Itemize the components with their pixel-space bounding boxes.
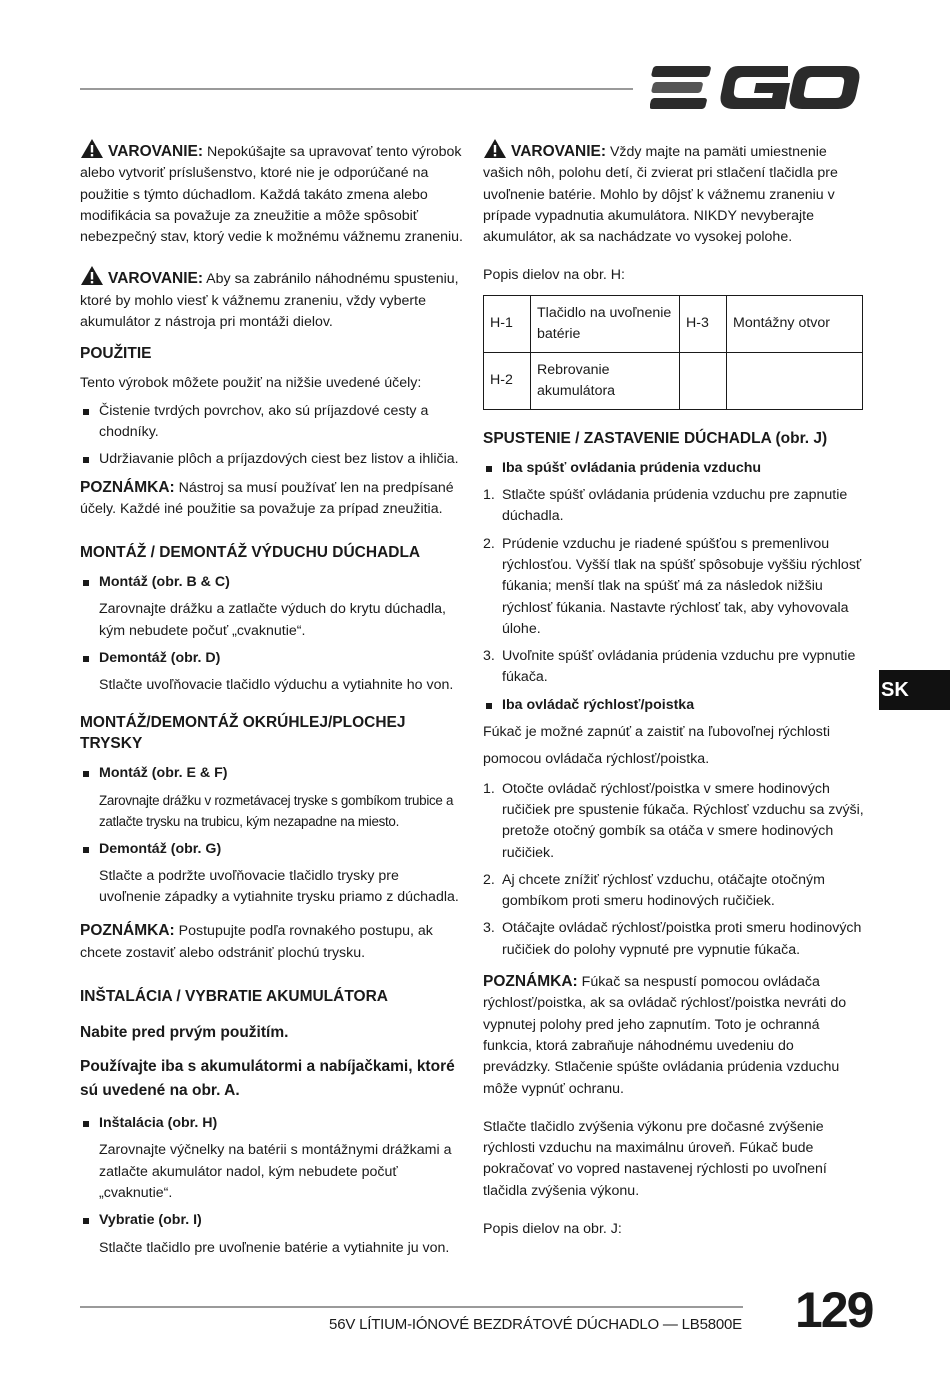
list-item — [483, 870, 864, 913]
step-number: 1. — [483, 780, 495, 797]
list-item — [483, 534, 864, 640]
page-number: 129 — [795, 1282, 873, 1338]
section-heading-start-stop: SPUSTENIE / ZASTAVENIE DÚCHADLA (obr. J) — [483, 429, 828, 447]
step-text: Stlačte spúšť ovládania prúdenia vzduchu pre zapnutie dúchadla. — [502, 487, 848, 525]
list-item: Vybratie (obr. I) — [80, 1210, 463, 1231]
warning-title: VAROVANIE: — [108, 270, 204, 288]
ego-logo — [650, 64, 862, 112]
warning-text: Nepokúšajte sa upravovať tento výrobok alebo vytvoriť príslušenstvo, ktoré nie je odporúčané na použitie s týmto dúchadlom. Každá takáto zmena alebo modifikácia sa považuje za zneužitie a môže spôsobiť nebezpečný stav, ktorý vedie k možnému vážnemu zraneniu. — [80, 144, 463, 246]
step-number: 2. — [483, 535, 495, 552]
header-rule — [80, 88, 633, 90]
knob-intro: Fúkač je možné zapnúť a zaistiť na ľubovoľnej rýchlosti — [483, 724, 830, 741]
list-item — [483, 918, 864, 961]
nozzle-list — [80, 839, 463, 860]
step-number: 2. — [483, 871, 495, 888]
warning-text: Aby sa zabránilo náhodnému spusteniu, ktoré by mohlo viesť k vážnemu zraneniu, vždy vyberte akumulátor z nástroja pri montáži dielov. — [80, 271, 459, 331]
battery-remove-text: Stlačte tlačidlo pre uvoľnenie batérie a vytiahnite ju von. — [99, 1239, 450, 1256]
list-item: Demontáž (obr. D) — [80, 648, 463, 669]
table-row — [484, 295, 863, 352]
nozzle-note — [80, 920, 463, 964]
section-heading-tube: MONTÁŽ / DEMONTÁŽ VÝDUCHU DÚCHADLA — [80, 544, 421, 562]
note-title: POZNÁMKA: — [80, 478, 175, 496]
language-tab-label: SK — [881, 679, 909, 701]
warning-modification — [80, 138, 463, 248]
battery-list — [80, 1210, 463, 1231]
table-cell: H-1 — [484, 295, 531, 352]
warning-triangle-icon — [80, 138, 104, 159]
footer-rule — [80, 1306, 743, 1308]
parts-table-h — [483, 295, 863, 410]
table-cell — [680, 352, 727, 409]
table-cell: Tlačidlo na uvoľnenie batérie — [531, 295, 680, 352]
nozzle-list — [80, 763, 463, 784]
warning-title: VAROVANIE: — [511, 143, 607, 160]
battery-charge-note: Nabite pred prvým použitím. — [80, 1024, 289, 1042]
step-number: 3. — [483, 648, 495, 665]
step-text: Otočte ovládač rýchlosť/poistka v smere hodinových ručičiek pre spustenie fúkača. Rýchlosť vzduchu sa zvýši, pretože otočný gombík sa otáča v smere hodinových ručičiek. — [502, 780, 864, 861]
list-item: Inštalácia (obr. H) — [80, 1113, 463, 1134]
trigger-steps — [483, 485, 864, 689]
left-column — [80, 138, 463, 1265]
warning-triangle-icon — [483, 138, 507, 159]
parts-j-intro: Popis dielov na obr. J: — [483, 1220, 622, 1237]
parts-h-intro: Popis dielov na obr. H: — [483, 267, 625, 284]
list-item — [483, 485, 864, 528]
footer-title: 56V LÍTIUM-IÓNOVÉ BEZDRÁTOVÉ DÚCHADLO — LB5800E — [329, 1316, 742, 1333]
start-list — [483, 458, 864, 479]
knob-intro: pomocou ovládača rýchlosť/poistka. — [483, 751, 710, 768]
table-cell: Rebrovanie akumulátora — [531, 352, 680, 409]
list-item — [483, 646, 864, 689]
note-text: Nástroj sa musí používať len na predpísané účely. Každé iné použitie sa považuje za prípad zneužitia. — [80, 479, 454, 517]
table-cell: Montážny otvor — [727, 295, 863, 352]
list-item: Udržiavanie plôch a príjazdových ciest bez listov a ihličia. — [80, 449, 463, 470]
warning-accidental-start — [80, 265, 463, 333]
nozzle-mount-text: Zarovnajte drážku v rozmetávacej tryske s gombíkom trubice a zatlačte trysku na trubicu, kým nezapadne na miesto. — [99, 792, 454, 830]
step-text: Uvoľnite spúšť ovládania prúdenia vzduchu pre vypnutie fúkača. — [502, 648, 856, 686]
list-item: Čistenie tvrdých povrchov, ako sú príjazdové cesty a chodníky. — [80, 401, 463, 444]
start-list — [483, 695, 864, 716]
tube-mount-text: Zarovnajte drážku a zatlačte výduch do krytu dúchadla, kým nebudete počuť „cvaknutie“. — [99, 601, 446, 639]
use-intro: Tento výrobok môžete použiť na nižšie uvedené účely: — [80, 375, 422, 392]
warning-triangle-icon — [80, 265, 104, 286]
warning-text: Vždy majte na pamäti umiestnenie vašich nôh, polohu detí, či zvierat pri stlačení tlačidla pre uvoľnenie batérie. Mohlo by dôjsť k vážnemu zraneniu v prípade vypadnutia akumulátora. NIKDY nevyberajte akumulátor, ak sa nachádzate vo vysokej polohe. — [483, 144, 838, 246]
boost-text: Stlačte tlačidlo zvýšenia výkonu pre dočasné zvýšenie rýchlosti vzduchu na maximálnu úroveň. Fúkač bude pokračovať vo vopred nastavenej rýchlosti po uvoľnení tlačidla zvýšenia výkonu. — [483, 1118, 827, 1199]
tube-list — [80, 572, 463, 593]
battery-install-text: Zarovnajte výčnelky na batérii s montážnymi drážkami a zatlačte akumulátor nadol, kým nebudete počuť „cvaknutie“. — [99, 1142, 452, 1201]
tube-list — [80, 648, 463, 669]
use-note — [80, 477, 463, 521]
note-title: POZNÁMKA: — [483, 973, 578, 991]
knob-steps — [483, 779, 864, 961]
list-item — [483, 779, 864, 864]
table-cell: H-2 — [484, 352, 531, 409]
warning-title: VAROVANIE: — [108, 143, 204, 160]
tube-dismount-text: Stlačte uvoľňovacie tlačidlo výduchu a vytiahnite ho von. — [99, 677, 454, 694]
list-item: Montáž (obr. B & C) — [80, 572, 463, 593]
note-title: POZNÁMKA: — [80, 922, 175, 940]
step-text: Aj chcete znížiť rýchlosť vzduchu, otáčajte otočným gombíkom proti smeru hodinových ručičiek. — [502, 871, 825, 910]
table-cell: H-3 — [680, 295, 727, 352]
nozzle-dismount-text: Stlačte a podržte uvoľňovacie tlačidlo trysky pre uvoľnenie západky a vytiahnite trysku priamo z dúchadla. — [99, 867, 459, 906]
list-item: Demontáž (obr. G) — [80, 839, 463, 860]
warning-battery-release — [483, 138, 864, 248]
list-item: Montáž (obr. E & F) — [80, 763, 463, 784]
step-text: Prúdenie vzduchu je riadené spúšťou s premenlivou rýchlosťou. Vyšší tlak na spúšť spôsobuje vyššiu rýchlosť fúkania; menší tlak na spúšť má za následok nižšiu rýchlosť fúkania. Nastavte rýchlosť tak, aby vyhovovala úlohe. — [502, 535, 862, 637]
list-item: Iba ovládač rýchlosť/poistka — [483, 695, 864, 716]
table-cell — [727, 352, 863, 409]
note-text: Postupujte podľa rovnakého postupu, ak chcete zostaviť alebo odstrániť plochú trysku. — [80, 923, 433, 961]
section-heading-battery: INŠTALÁCIA / VYBRATIE AKUMULÁTORA — [80, 988, 388, 1006]
section-heading-use: POUŽITIE — [80, 345, 152, 363]
battery-use-only-note: Používajte iba s akumulátormi a nabíjačkami, ktoré sú uvedené na obr. A. — [80, 1058, 455, 1100]
list-item: Iba spúšť ovládania prúdenia vzduchu — [483, 458, 864, 479]
step-number: 1. — [483, 487, 495, 504]
start-note — [483, 971, 864, 1100]
right-column — [483, 138, 864, 1240]
step-number: 3. — [483, 920, 495, 937]
step-text: Otáčajte ovládač rýchlosť/poistka proti smeru hodinových ručičiek do polohy vypnuté pre vypnutie fúkača. — [502, 920, 862, 958]
table-row — [484, 352, 863, 409]
section-heading-nozzle: MONTÁŽ/DEMONTÁŽ OKRÚHLEJ/PLOCHEJ TRYSKY — [80, 713, 406, 752]
note-text: Fúkač sa nespustí pomocou ovládača rýchlosť/poistka, ak sa ovládač rýchlosť/poistka nevráti do vypnutej polohy pred jeho zapnutím. Toto je ochranná funkcia, ktorá zabraňuje náhodnému uvedeniu do prevádzky. Stlačenie spúšte ovládania prúdenia vzduchu môže vypnúť ochranu. — [483, 974, 847, 1097]
battery-list — [80, 1113, 463, 1134]
language-tab — [879, 670, 950, 710]
use-list — [80, 401, 463, 471]
